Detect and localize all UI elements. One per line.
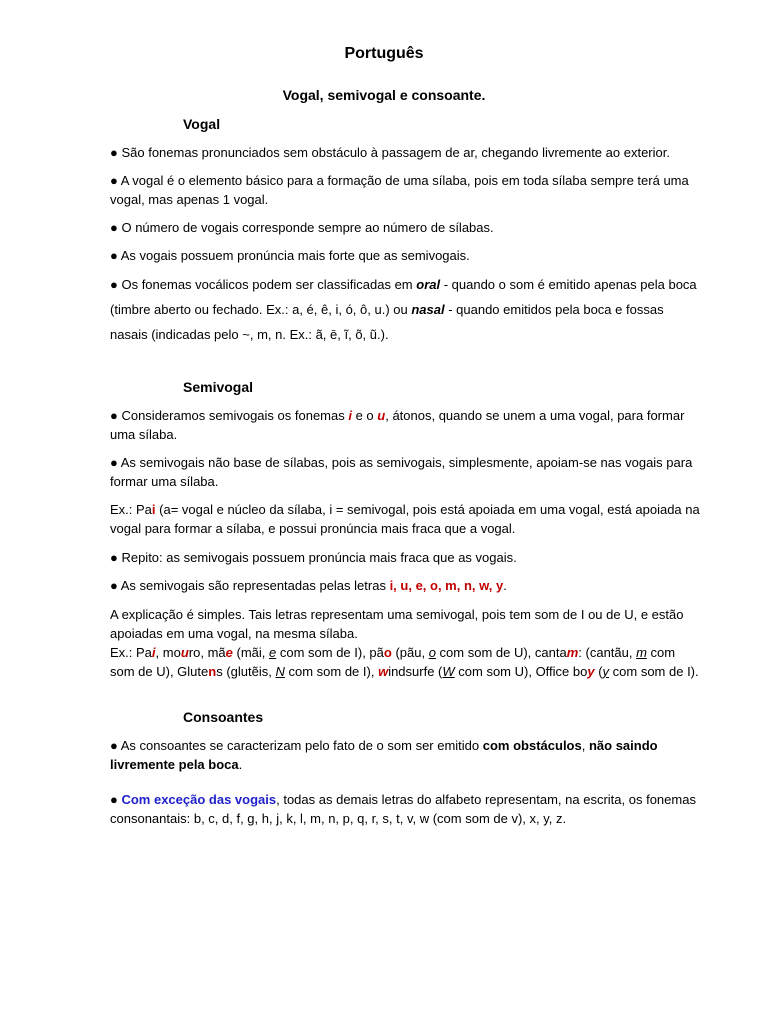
text-span: ro, mã <box>188 645 226 660</box>
text-span: (a= vogal e núcleo da sílaba, i = semivogal, pois está apoiada em uma vogal, está apoiada na vogal para formar a sílaba, e possui pronúncia mais fraca que a vogal. <box>110 502 700 536</box>
text-span: com som de I), <box>284 664 379 679</box>
text-span: . <box>503 578 507 593</box>
highlight-letter: o <box>383 645 392 660</box>
vogal-paragraph-1: ● São fonemas pronunciados sem obstáculo à passagem de ar, chegando livremente ao exterior. <box>110 145 670 160</box>
semivogal-paragraph-5 <box>110 576 702 595</box>
text-span: : (cantãu, <box>578 645 637 660</box>
highlight-letters: i, u, e, o, m, n, w, y <box>389 578 504 593</box>
highlight-letter: n <box>208 664 217 679</box>
highlight-i: i <box>348 408 352 423</box>
text-span: s (glutẽis, <box>216 664 276 679</box>
blue-highlight-phrase: Com exceção das vogais <box>121 792 277 807</box>
document-title: Português <box>344 45 424 62</box>
text-span: - quando o som é emitido apenas pela boca (timbre aberto ou fechado. Ex.: a, é, ê, i, ó, ô, u.) ou <box>110 277 697 317</box>
underlined-letter: e <box>269 645 277 660</box>
text-span: Ex.: Pa <box>110 502 152 517</box>
text-span: indsurfe ( <box>388 664 443 679</box>
text-span: ( <box>594 664 603 679</box>
text-span: , mo <box>155 645 181 660</box>
semivogal-paragraph-1 <box>110 406 702 444</box>
vogal-paragraph-5 <box>110 272 702 347</box>
text-span: ● As semivogais são representadas pelas letras <box>110 578 390 593</box>
highlight-letter: i <box>151 645 156 660</box>
underlined-letter: N <box>275 664 285 679</box>
section-heading-semivogal: Semivogal <box>183 379 254 395</box>
text-span: ● <box>110 792 122 807</box>
text-span: ● As consoantes se caracterizam pelo fato de o som ser emitido <box>110 738 483 753</box>
text-span: ● Os fonemas vocálicos podem ser classificadas em <box>110 277 417 292</box>
text-span: (mãi, <box>232 645 269 660</box>
text-span: A explicação é simples. Tais letras representam uma semivogal, pois tem som de I ou de U, e estão apoiadas em uma vogal, na mesma sílaba. <box>110 607 684 641</box>
text-span: com som de U), canta <box>435 645 567 660</box>
text-span: - quando emitidos pela boca e fossas nasais (indicadas pelo ~, m, n. Ex.: ã, ē, ĩ, õ, ũ.). <box>110 302 664 342</box>
bold-phrase: com obstáculos <box>482 738 582 753</box>
text-span: com som de I). <box>609 664 699 679</box>
highlight-letter: u <box>180 645 189 660</box>
semivogal-paragraph-4: ● Repito: as semivogais possuem pronúncia mais fraca que as vogais. <box>110 550 517 565</box>
underlined-letter: o <box>428 645 436 660</box>
text-span: , <box>581 738 589 753</box>
vogal-paragraph-2: ● A vogal é o elemento básico para a formação de uma sílaba, pois em toda sílaba sempre terá uma vogal, mas apenas 1 vogal. <box>110 173 689 207</box>
vogal-paragraph-4: ● As vogais possuem pronúncia mais forte que as semivogais. <box>110 248 470 263</box>
highlight-u: u <box>377 408 386 423</box>
highlight-letter: m <box>566 645 579 660</box>
text-span: Ex.: Pa <box>110 645 152 660</box>
semivogal-paragraph-3 <box>110 500 702 538</box>
text-span: , todas as demais letras do alfabeto representam, na escrita, os fonemas consonantais: b, c, d, f, g, h, j, k, l, m, n, p, q, r, s, t, v, w (com som de v), x, y, z. <box>110 792 696 826</box>
bold-phrase: não saindo livremente pela boca <box>110 738 658 772</box>
term-nasal: nasal <box>411 302 445 317</box>
text-span: com som de I), pã <box>276 645 384 660</box>
term-oral: oral <box>416 277 441 292</box>
consoantes-paragraph-1 <box>110 736 702 774</box>
consoantes-paragraph-2 <box>110 790 702 828</box>
semivogal-paragraph-6 <box>110 605 702 681</box>
text-span: (pãu, <box>391 645 429 660</box>
section-heading-vogal: Vogal <box>183 116 221 132</box>
underlined-letter: m <box>636 645 647 660</box>
text-span: ● Consideramos semivogais os fonemas <box>110 408 349 423</box>
text-span: com som de U), Glute <box>110 645 676 679</box>
document-subtitle: Vogal, semivogal e consoante. <box>282 87 486 103</box>
text-span: e o <box>351 408 378 423</box>
highlight-letter: y <box>587 664 595 679</box>
underlined-letter: y <box>602 664 610 679</box>
text-span: . <box>238 757 243 772</box>
section-heading-consoantes: Consoantes <box>183 709 264 725</box>
semivogal-paragraph-2: ● As semivogais não base de sílabas, pois as semivogais, simplesmente, apoiam-se nas vogais para formar uma sílaba. <box>110 455 693 489</box>
vogal-paragraph-3: ● O número de vogais corresponde sempre ao número de sílabas. <box>110 220 494 235</box>
highlight-letter: w <box>378 664 389 679</box>
highlight-i: i <box>151 502 156 517</box>
text-span: com som U), Office bo <box>454 664 588 679</box>
underlined-letter: W <box>442 664 455 679</box>
text-span: , átonos, quando se unem a uma vogal, para formar uma sílaba. <box>110 408 685 442</box>
highlight-letter: e <box>225 645 233 660</box>
